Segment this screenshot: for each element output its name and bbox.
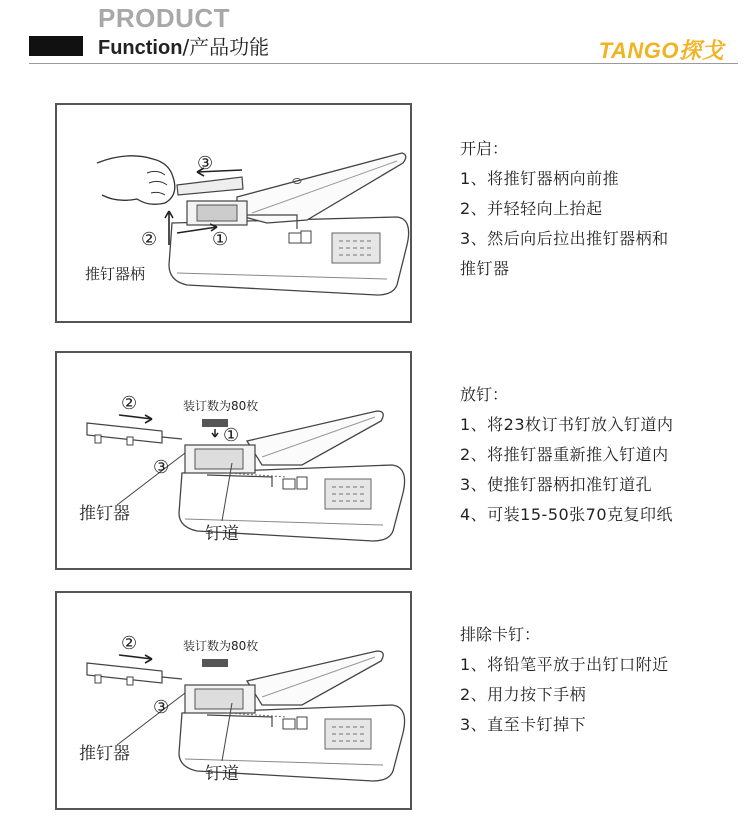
label-pusher: 推钉器 xyxy=(79,504,130,524)
step-item: 3、使推钉器柄扣准钉道孔 xyxy=(460,475,653,494)
section-title: 排除卡钉： xyxy=(460,625,541,644)
label-pusher: 推钉器 xyxy=(79,744,130,764)
step-item: 1、将铅笔平放于出钉口附近 xyxy=(460,655,669,674)
marker-2: ② xyxy=(121,393,138,414)
diagram-panel-open xyxy=(55,103,412,323)
header-product-title: PRODUCT xyxy=(98,3,231,33)
header-divider xyxy=(29,63,738,64)
step-item: 4、可装15-50张70克复印纸 xyxy=(460,505,674,524)
stapler-open-illustration xyxy=(57,105,412,323)
header-function-cn: /产品功能 xyxy=(182,35,270,59)
marker-1: ① xyxy=(212,229,229,250)
step-item: 3、直至卡钉掉下 xyxy=(460,715,587,734)
marker-2: ② xyxy=(141,229,158,250)
diagram-panel-jam xyxy=(55,591,412,810)
label-channel: 钉道 xyxy=(205,524,239,544)
capacity-label: 装订数为80枚 xyxy=(183,399,259,413)
section-open-text xyxy=(460,134,730,284)
section-title: 开启： xyxy=(460,139,509,158)
marker-2: ② xyxy=(121,633,138,654)
header-function-title xyxy=(98,35,269,60)
brand-logo: TANGO探戈 xyxy=(598,38,724,63)
diagram-panel-load xyxy=(55,351,412,570)
marker-3: ③ xyxy=(153,457,170,478)
marker-1: ① xyxy=(223,425,240,446)
capacity-label: 装订数为80枚 xyxy=(183,639,259,653)
section-title: 放钉： xyxy=(460,385,509,404)
marker-3: ③ xyxy=(197,153,214,174)
step-item: 1、将推钉器柄向前推 xyxy=(460,169,620,188)
header-black-block xyxy=(29,36,83,56)
step-item: 2、用力按下手柄 xyxy=(460,685,587,704)
section-load-text xyxy=(460,380,730,530)
step-item: 3、然后向后拉出推钉器柄和 xyxy=(460,229,669,248)
marker-3: ③ xyxy=(153,697,170,718)
step-item: 1、将23枚订书钉放入钉道内 xyxy=(460,415,674,434)
step-item: 2、并轻轻向上抬起 xyxy=(460,199,603,218)
section-jam-text xyxy=(460,620,730,740)
step-item: 2、将推钉器重新推入钉道内 xyxy=(460,445,669,464)
label-pusher-handle: 推钉器柄 xyxy=(85,265,146,283)
step-item: 推钉器 xyxy=(460,259,510,278)
page-header xyxy=(0,0,750,66)
label-channel: 钉道 xyxy=(205,764,239,784)
header-function-en: Function xyxy=(98,37,183,59)
